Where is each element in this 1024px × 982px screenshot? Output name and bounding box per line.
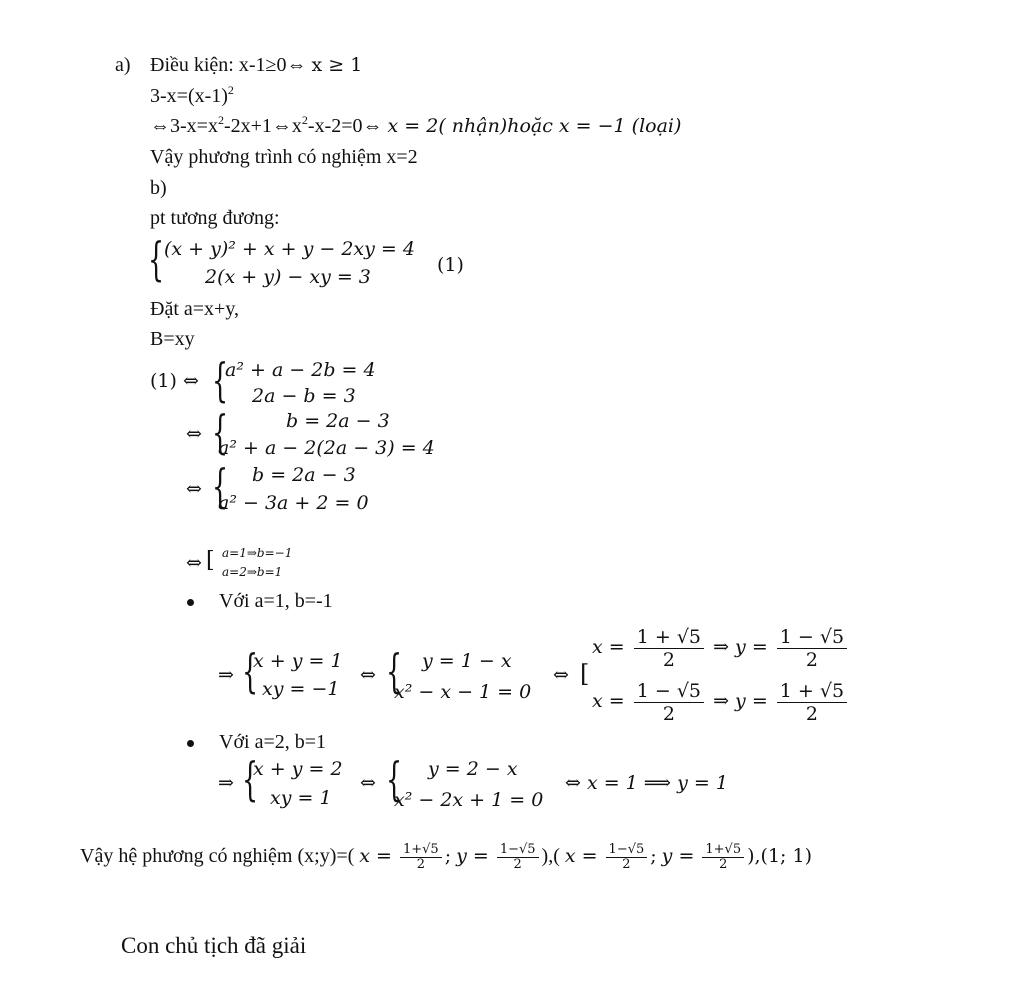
case2-sysB-eq2: x² − 2x + 1 = 0 xyxy=(394,789,544,811)
case2-sysB-eq1: y = 2 − x xyxy=(428,758,518,780)
signature-line: Con chủ tịch đã giải xyxy=(121,933,307,958)
denominator: 2 xyxy=(805,702,818,725)
case2-result: ⇔ x = 1 ⟹ y = 1 xyxy=(565,772,728,794)
y-equals: y = xyxy=(735,690,768,712)
case2-sysA-eq2: xy = 1 xyxy=(270,787,332,809)
fraction xyxy=(606,843,648,872)
implies-sign: ⇒ xyxy=(218,664,234,686)
fraction xyxy=(400,843,442,872)
part-a-label: a) xyxy=(115,54,131,76)
system1-eq2: 2(x + y) − xy = 3 xyxy=(205,266,371,288)
fraction xyxy=(634,680,704,725)
left-brace: { xyxy=(212,405,229,459)
left-brace: { xyxy=(148,232,165,286)
substitution-a: Đặt a=x+y, xyxy=(150,298,240,320)
condition-line xyxy=(150,53,362,77)
pair-separator: ),( xyxy=(541,845,560,867)
left-brace: { xyxy=(386,644,403,698)
equiv-sign: ⇔ xyxy=(186,552,202,574)
bullet-icon xyxy=(187,599,194,606)
separator: ; xyxy=(650,845,657,867)
step4-case1: a=1⇒b=−1 xyxy=(222,546,293,560)
final-prefix: Vậy hệ phương có nghiệm (x;y)=( xyxy=(80,845,355,867)
exponent: 2 xyxy=(217,113,224,127)
step4-case2: a=2⇒b=1 xyxy=(222,565,283,579)
numerator: 1 + √5 xyxy=(777,680,847,703)
denominator: 2 xyxy=(513,856,522,872)
denominator: 2 xyxy=(416,856,425,872)
step1-eq1: a² + a − 2b = 4 xyxy=(225,359,376,381)
condition-text: Điều kiện: x-1≥0⇔ xyxy=(150,54,307,76)
equiv-sign: ⇔ xyxy=(186,478,202,500)
case1-solution1 xyxy=(592,622,850,672)
fraction xyxy=(497,843,539,872)
final-conclusion xyxy=(80,836,812,876)
system1-tag: (1) xyxy=(437,254,464,276)
quadratic-roots: x = 2( nhận)hoặc x = −1 (loại) xyxy=(387,115,682,137)
exponent: 2 xyxy=(227,83,234,97)
implies-sign: ⇒ xyxy=(218,772,234,794)
numerator: 1 − √5 xyxy=(634,680,704,703)
numerator: 1+√5 xyxy=(400,843,442,858)
case2-sysA-eq1: x + y = 2 xyxy=(253,758,343,780)
x-equals: x = xyxy=(592,636,625,658)
equiv-sign: ⇔ xyxy=(553,664,569,686)
fraction xyxy=(634,626,704,671)
numerator: 1−√5 xyxy=(497,843,539,858)
denominator: 2 xyxy=(622,856,631,872)
equiv-sign: ⇔ xyxy=(360,772,376,794)
squared-equation xyxy=(150,84,234,108)
square-bracket: [ xyxy=(580,660,590,688)
y-equals: y = xyxy=(735,636,768,658)
separator: ; xyxy=(444,845,452,867)
numerator: 1 − √5 xyxy=(777,626,847,649)
squared-equation-text: 3-x=(x-1) xyxy=(150,85,228,107)
denominator: 2 xyxy=(719,856,728,872)
denominator: 2 xyxy=(662,648,675,671)
substitution-b: B=xy xyxy=(150,328,195,350)
fraction xyxy=(777,626,847,671)
left-brace: { xyxy=(242,752,259,806)
case1-title: Với a=1, b=-1 xyxy=(219,590,333,612)
step2-eq2: a² + a − 2(2a − 3) = 4 xyxy=(218,437,435,459)
left-brace: { xyxy=(212,459,229,513)
implies-sign: ⇒ xyxy=(713,636,729,658)
square-bracket: [ xyxy=(206,548,215,573)
final-tail: ),(1; 1) xyxy=(747,845,812,867)
step1-eq2: 2a − b = 3 xyxy=(252,385,356,407)
case1-sysB-eq2: x² − x − 1 = 0 xyxy=(394,681,532,703)
part-a-conclusion: Vậy phương trình có nghiệm x=2 xyxy=(150,146,418,168)
bullet-icon xyxy=(187,740,194,747)
numerator: 1−√5 xyxy=(606,843,648,858)
denominator: 2 xyxy=(805,648,818,671)
left-brace: { xyxy=(242,644,259,698)
equiv-sign: ⇔ xyxy=(360,664,376,686)
quadratic-text-3: -x-2=0⇔ xyxy=(307,115,383,137)
equivalent-intro: pt tương đương: xyxy=(150,207,280,229)
system1-eq1: (x + y)² + x + y − 2xy = 4 xyxy=(164,238,415,260)
fraction xyxy=(777,680,847,725)
y-equals: y = xyxy=(456,845,489,867)
case1-sysA-eq1: x + y = 1 xyxy=(253,650,343,672)
step2-eq1: b = 2a − 3 xyxy=(286,410,390,432)
quadratic-text-1: ⇔3-x=x xyxy=(150,115,218,137)
left-brace: { xyxy=(386,752,403,806)
denominator: 2 xyxy=(662,702,675,725)
case1-sysA-eq2: xy = −1 xyxy=(262,678,340,700)
quadratic-line xyxy=(150,114,681,138)
x-equals: x = xyxy=(592,690,625,712)
x-equals: x = xyxy=(564,845,598,867)
y-equals: y = xyxy=(661,845,695,867)
fraction xyxy=(702,843,744,872)
left-brace: { xyxy=(212,353,229,407)
case2-title: Với a=2, b=1 xyxy=(219,731,327,753)
exponent: 2 xyxy=(301,113,308,127)
step1-prefix: (1) ⇔ xyxy=(150,370,199,392)
condition-math: x ≥ 1 xyxy=(311,54,363,76)
equiv-sign: ⇔ xyxy=(186,423,202,445)
case1-solution2 xyxy=(592,676,850,726)
x-equals: x = xyxy=(359,845,392,867)
step3-eq1: b = 2a − 3 xyxy=(252,464,356,486)
numerator: 1 + √5 xyxy=(634,626,704,649)
quadratic-text-2: -2x+1⇔x xyxy=(223,115,302,137)
numerator: 1+√5 xyxy=(702,843,744,858)
step3-eq2: a² − 3a + 2 = 0 xyxy=(218,492,369,514)
implies-sign: ⇒ xyxy=(713,690,729,712)
part-b-label: b) xyxy=(150,177,167,199)
case1-sysB-eq1: y = 1 − x xyxy=(422,650,512,672)
